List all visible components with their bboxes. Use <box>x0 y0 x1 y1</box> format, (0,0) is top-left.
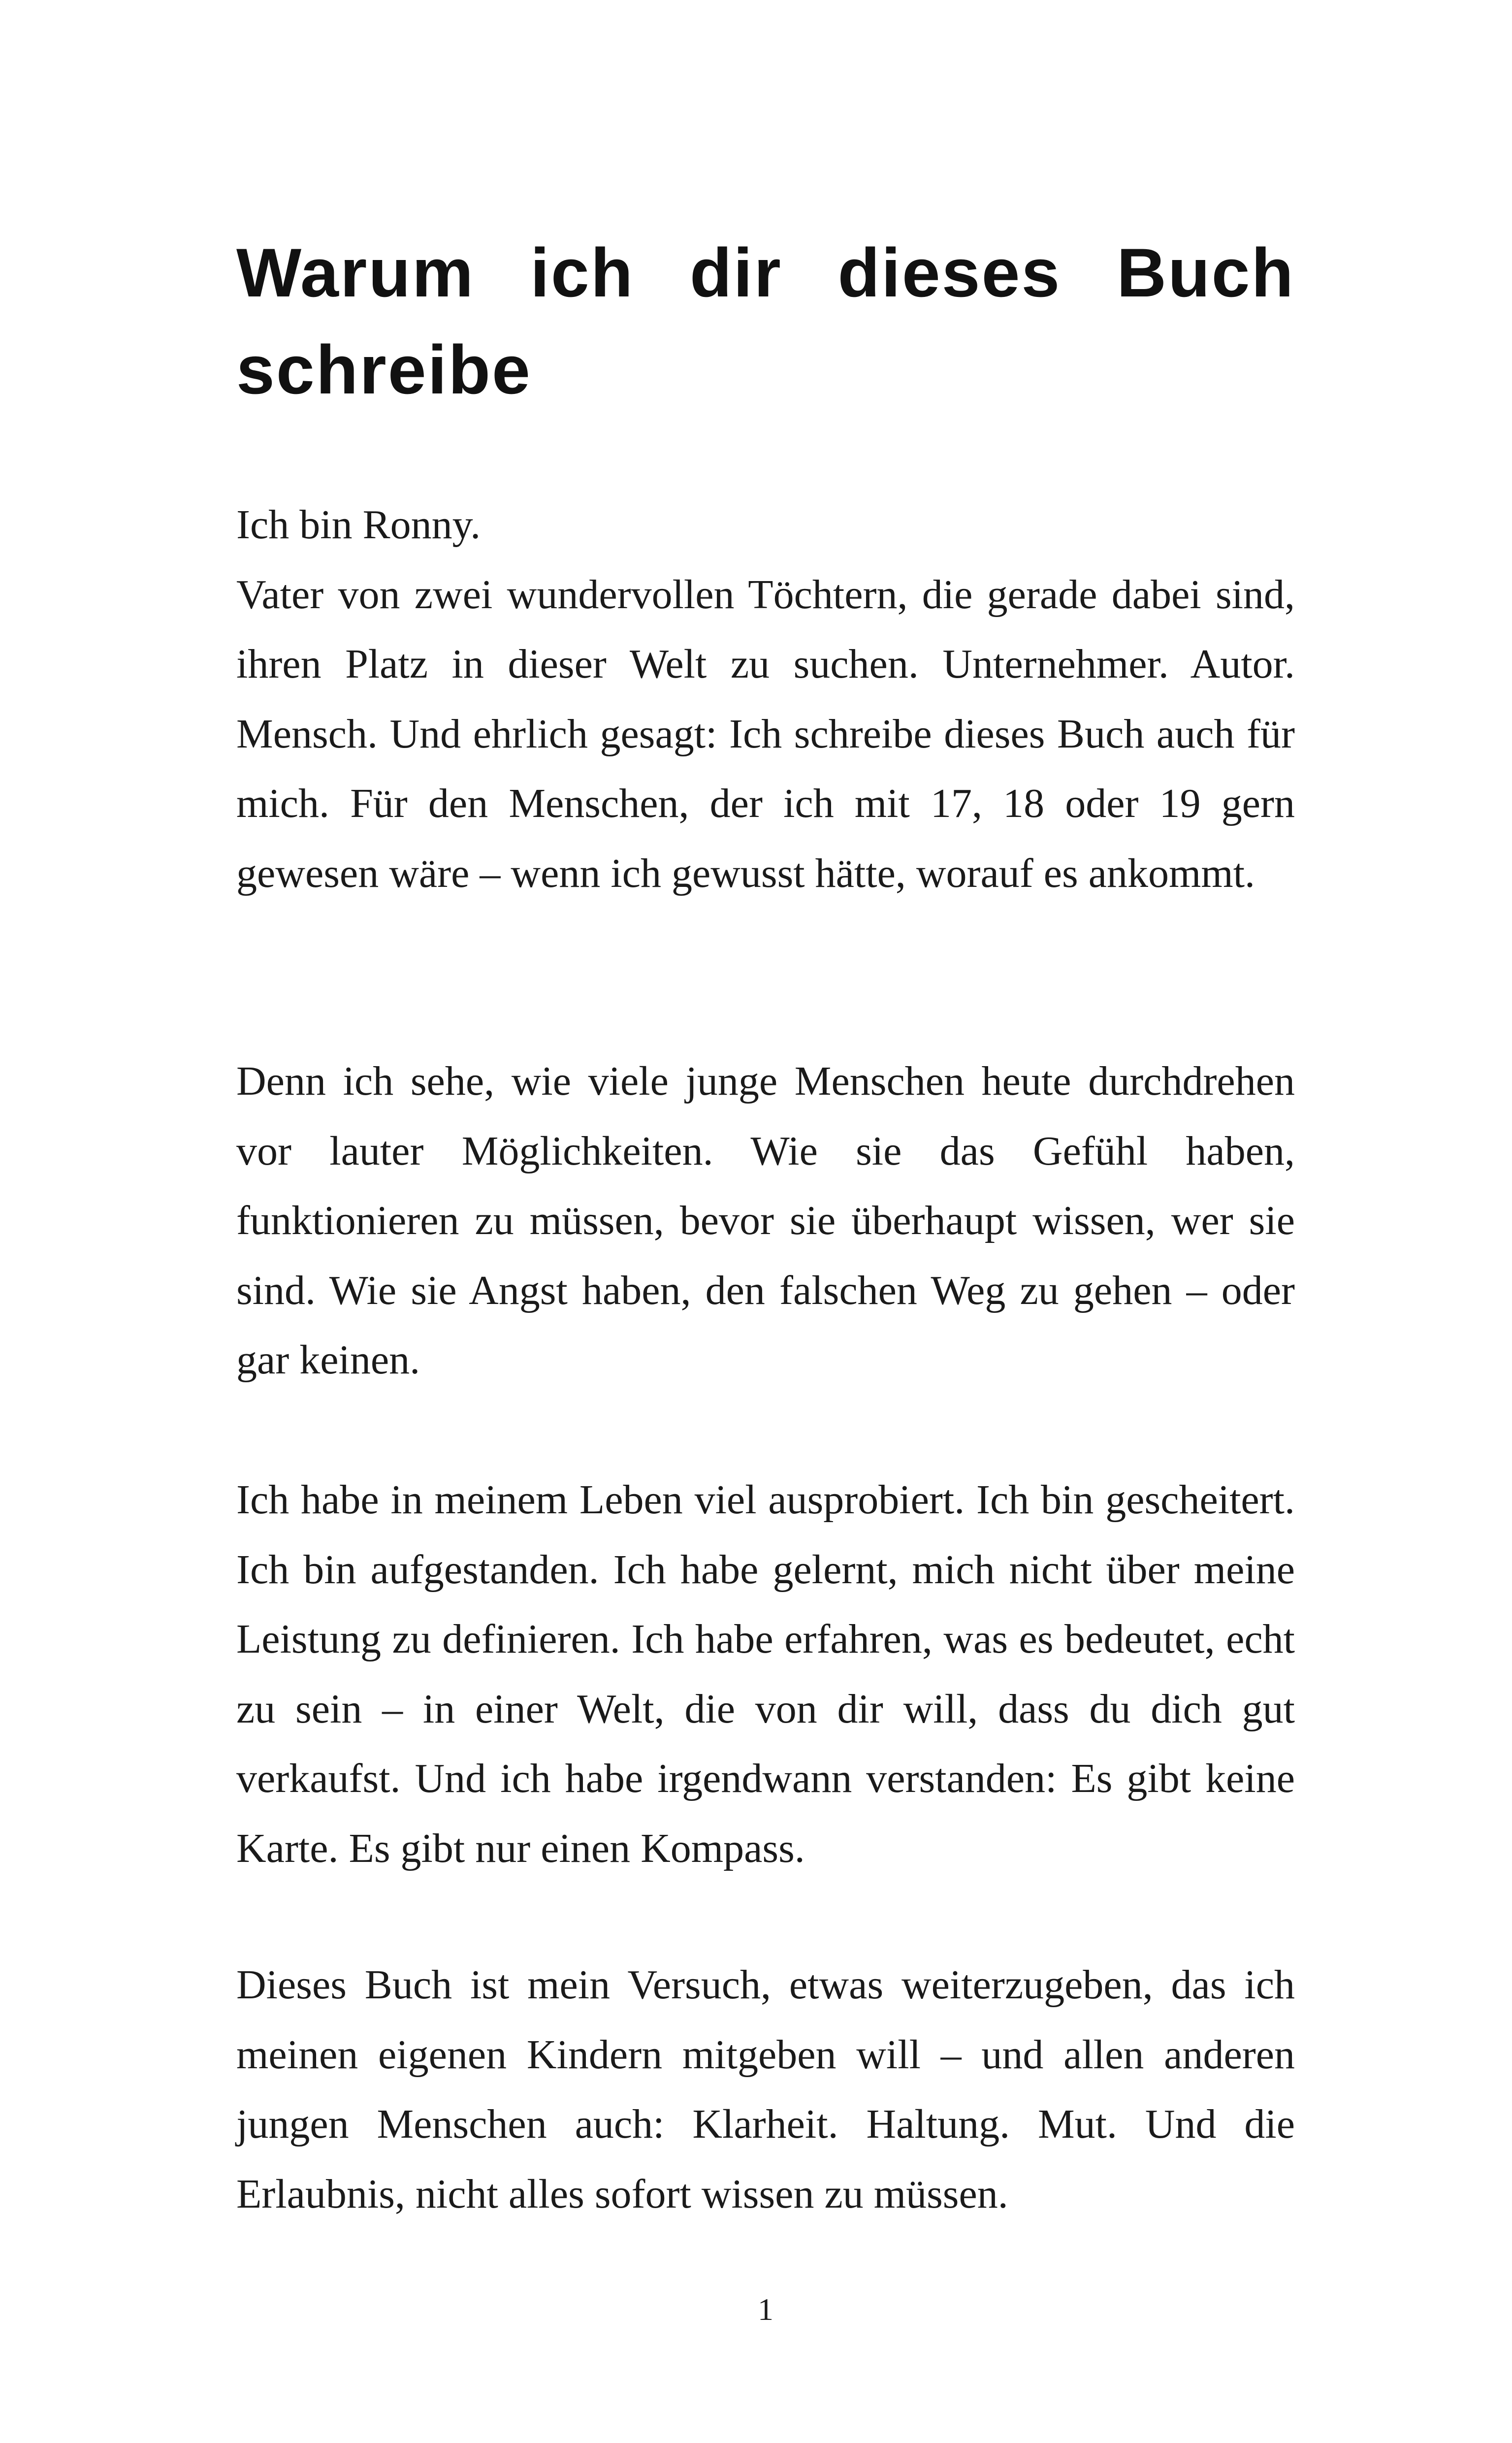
book-page <box>236 0 1295 2443</box>
chapter-title-line-1: Warum ich dir dieses Buch <box>236 234 1295 311</box>
paragraph-4: Dieses Buch ist mein Versuch, etwas weiterzugeben, das ich meinen eigenen Kindern mitgeben will – und allen anderen jungen Menschen auch: Klarheit. Haltung. Mut. Und die Erlaubnis, nicht alles sofort wissen zu müssen. <box>236 1962 1295 2217</box>
text-block-3 <box>236 1465 1295 1883</box>
chapter-title <box>236 224 1295 418</box>
chapter-title-line-2: schreibe <box>236 331 532 408</box>
page-number: 1 <box>758 2292 773 2327</box>
intro-line: Ich bin Ronny. <box>236 502 481 548</box>
paragraph-1: Vater von zwei wundervollen Töchtern, die gerade dabei sind, ihren Platz in dieser Welt zu suchen. Unternehmer. Autor. Mensch. Und ehrlich gesagt: Ich schreibe dieses Buch auch für mich. Für den Menschen, der ich mit 17, 18 oder 19 gern gewesen wäre – wenn ich gewusst hätte, worauf es ankommt. <box>236 571 1295 896</box>
text-block-4 <box>236 1950 1295 2229</box>
paragraph-2: Denn ich sehe, wie viele junge Menschen heute durchdrehen vor lauter Möglichkeiten. Wie sie das Gefühl haben, funktionieren zu müssen, bevor sie überhaupt wissen, wer sie sind. Wie sie Angst haben, den falschen Weg zu gehen – oder gar keinen. <box>236 1058 1295 1383</box>
paragraph-3: Ich habe in meinem Leben viel ausprobiert. Ich bin gescheitert. Ich bin aufgestanden. Ich habe gelernt, mich nicht über meine Leistung zu definieren. Ich habe erfahren, was es bedeutet, echt zu sein – in einer Welt, die von dir will, dass du dich gut verkaufst. Und ich habe irgendwann verstanden: Es gibt keine Karte. Es gibt nur einen Kompass. <box>236 1477 1295 1871</box>
text-block-2 <box>236 1046 1295 1395</box>
text-block-1 <box>236 490 1295 908</box>
